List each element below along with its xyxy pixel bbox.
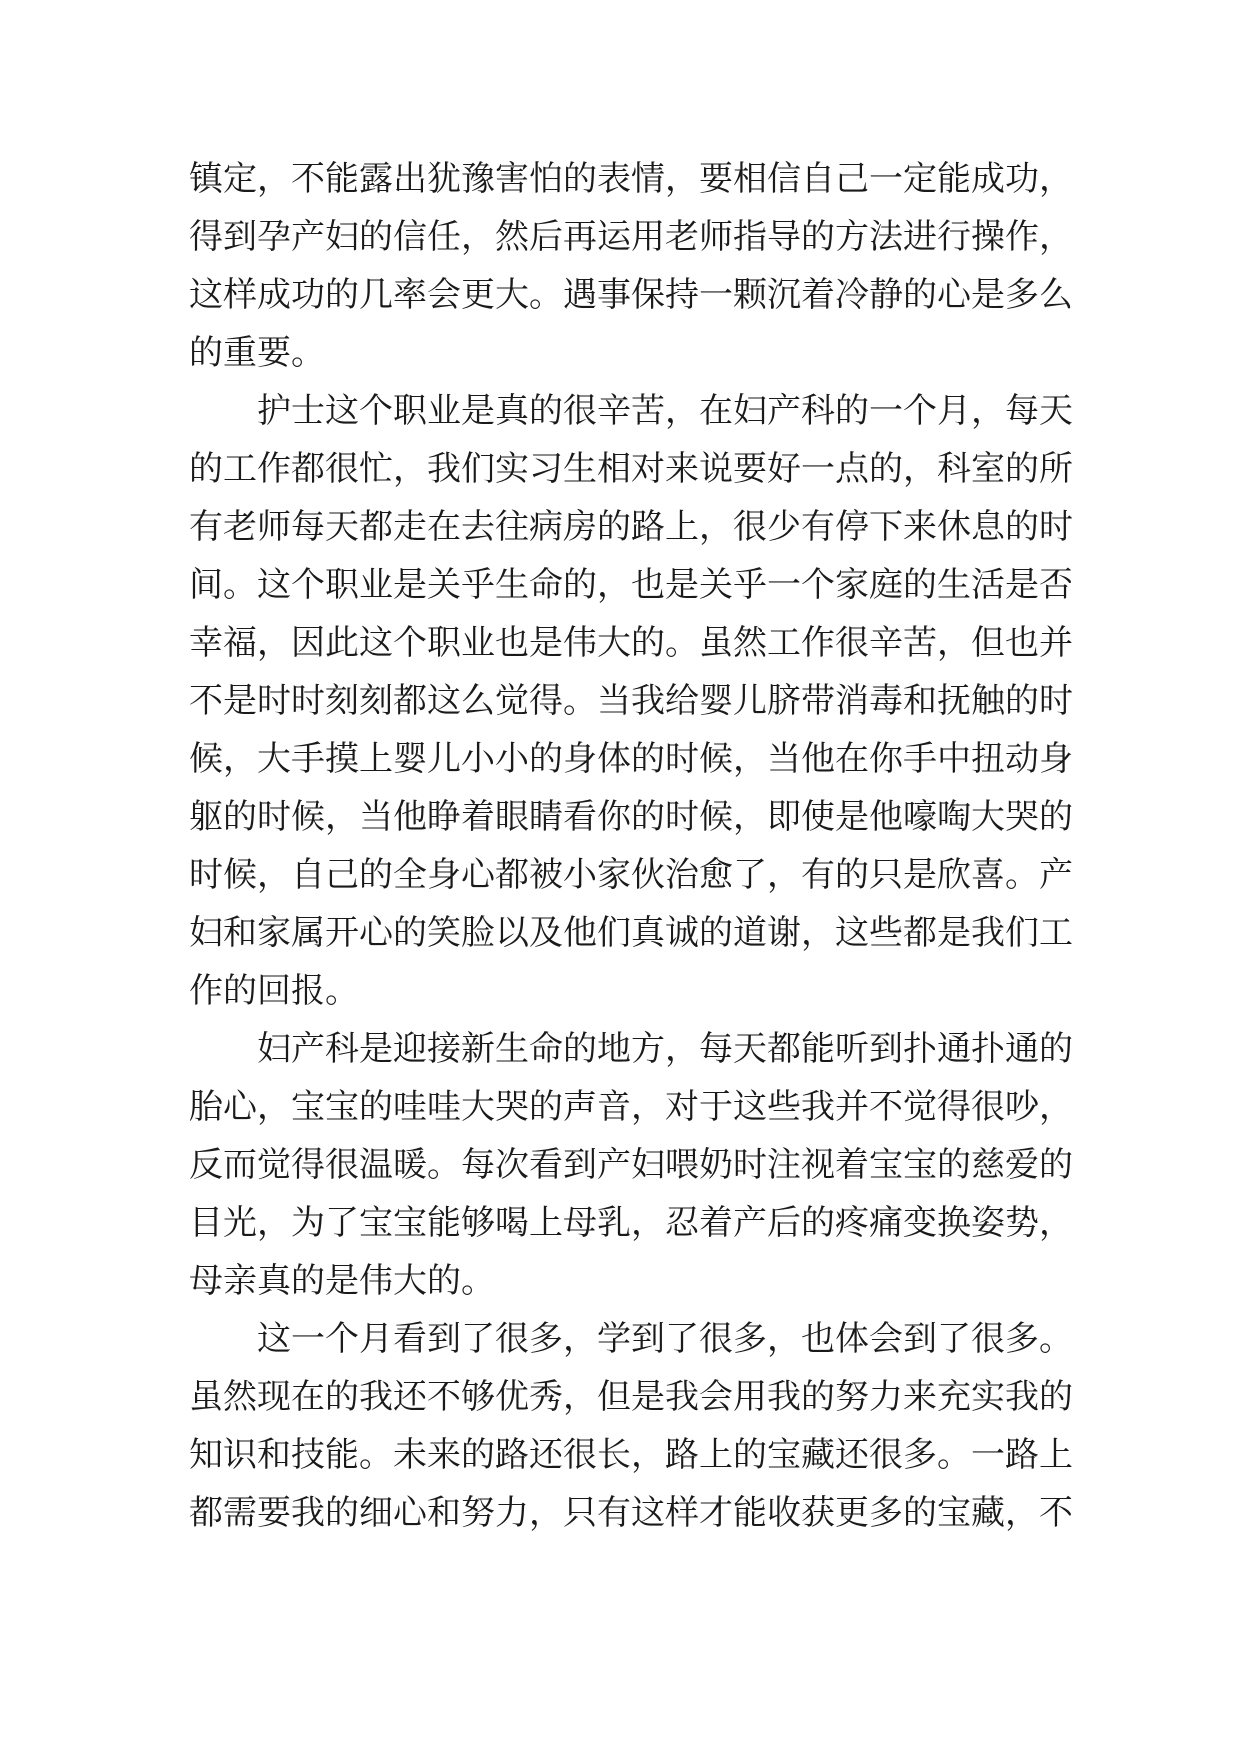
text-line: 间。这个职业是关乎生命的，也是关乎一个家庭的生活是否 bbox=[189, 565, 1073, 605]
text-line: 的重要。 bbox=[189, 333, 325, 373]
text-line: 镇定，不能露出犹豫害怕的表情，要相信自己一定能成功， bbox=[189, 159, 1073, 199]
text-line: 躯的时候，当他睁着眼睛看你的时候，即使是他嚎啕大哭的 bbox=[189, 797, 1073, 837]
text-line: 幸福，因此这个职业也是伟大的。虽然工作很辛苦，但也并 bbox=[189, 623, 1073, 663]
paragraph bbox=[189, 1020, 1073, 1310]
text-line: 候，大手摸上婴儿小小的身体的时候，当他在你手中扭动身 bbox=[189, 739, 1073, 779]
text-line: 目光，为了宝宝能够喝上母乳，忍着产后的疼痛变换姿势， bbox=[189, 1203, 1073, 1243]
text-line: 不是时时刻刻都这么觉得。当我给婴儿脐带消毒和抚触的时 bbox=[189, 681, 1073, 721]
text-line: 这一个月看到了很多，学到了很多，也体会到了很多。 bbox=[257, 1319, 1073, 1359]
document-body bbox=[189, 150, 1073, 1542]
text-line: 妇产科是迎接新生命的地方，每天都能听到扑通扑通的 bbox=[257, 1029, 1073, 1069]
text-line: 作的回报。 bbox=[189, 971, 359, 1011]
text-line: 虽然现在的我还不够优秀，但是我会用我的努力来充实我的 bbox=[189, 1377, 1073, 1417]
text-line: 都需要我的细心和努力，只有这样才能收获更多的宝藏，不 bbox=[189, 1493, 1073, 1533]
text-line: 妇和家属开心的笑脸以及他们真诚的道谢，这些都是我们工 bbox=[189, 913, 1073, 953]
text-line: 母亲真的是伟大的。 bbox=[189, 1261, 495, 1301]
text-line: 得到孕产妇的信任，然后再运用老师指导的方法进行操作， bbox=[189, 217, 1073, 257]
paragraph bbox=[189, 382, 1073, 1020]
text-line: 时候，自己的全身心都被小家伙治愈了，有的只是欣喜。产 bbox=[189, 855, 1073, 895]
paragraph bbox=[189, 1310, 1073, 1542]
paragraph bbox=[189, 150, 1073, 382]
text-line: 有老师每天都走在去往病房的路上，很少有停下来休息的时 bbox=[189, 507, 1073, 547]
text-line: 反而觉得很温暖。每次看到产妇喂奶时注视着宝宝的慈爱的 bbox=[189, 1145, 1073, 1185]
text-line: 这样成功的几率会更大。遇事保持一颗沉着冷静的心是多么 bbox=[189, 275, 1073, 315]
text-line: 护士这个职业是真的很辛苦，在妇产科的一个月，每天 bbox=[257, 391, 1073, 431]
text-line: 的工作都很忙，我们实习生相对来说要好一点的，科室的所 bbox=[189, 449, 1073, 489]
text-line: 胎心，宝宝的哇哇大哭的声音，对于这些我并不觉得很吵， bbox=[189, 1087, 1073, 1127]
text-line: 知识和技能。未来的路还很长，路上的宝藏还很多。一路上 bbox=[189, 1435, 1073, 1475]
